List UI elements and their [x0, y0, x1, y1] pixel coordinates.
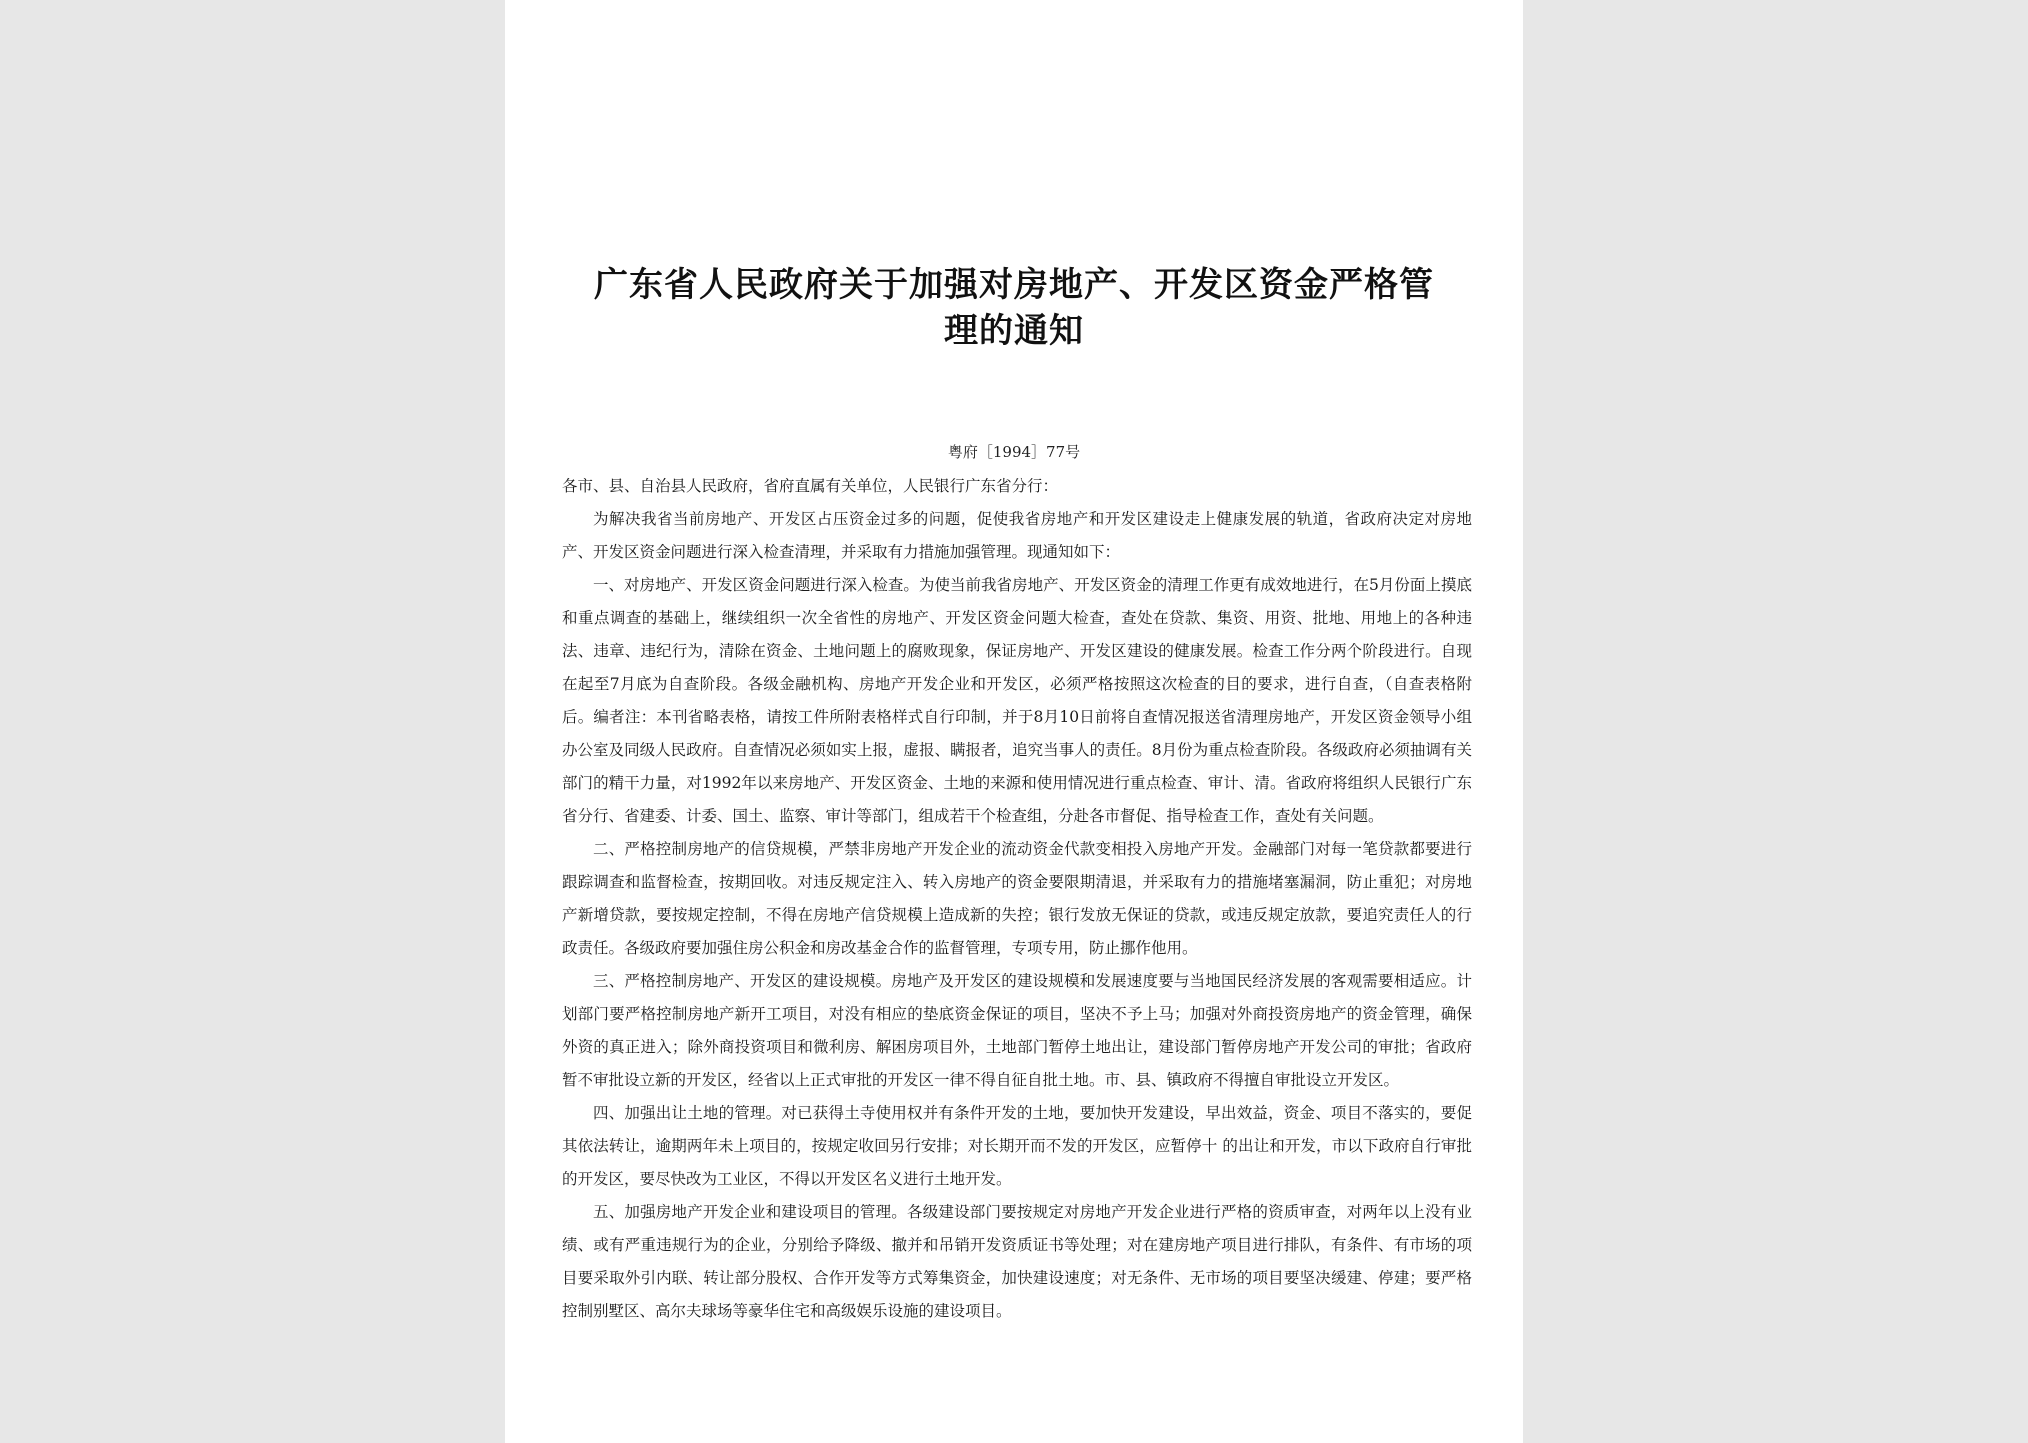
document-number: 粤府［1994］77号: [947, 443, 1081, 461]
addressee-line: 各市、县、自治县人民政府，省府直属有关单位，人民银行广东省分行：: [562, 477, 1059, 495]
document-title: [565, 262, 1463, 354]
document-body: [562, 470, 1472, 1328]
paragraph-item-2: 二、严格控制房地产的信贷规模，严禁非房地产开发企业的流动资金代款变相投入房地产开发。金融部门对每一笔贷款都要进行跟踪调查和监督检查，按期回收。对违反规定注入、转入房地产的资金要限期清退，并采取有力的措施堵塞漏洞，防止重犯；对房地产新增贷款，要按规定控制，不得在房地产信贷规模上造成新的失控；银行发放无保证的贷款，或违反规定放款，要追究责任人的行政责任。各级政府要加强住房公积金和房改基金合作的监督管理，专项专用，防止挪作他用。: [562, 840, 1472, 957]
document-page: [505, 0, 1523, 1443]
paragraph-item-4: 四、加强出让土地的管理。对已获得土寺使用权并有条件开发的土地，要加快开发建设，早出效益，资金、项目不落实的，要促其依法转让，逾期两年未上项目的，按规定收回另行安排；对长期开而不发的开发区，应暂停十 的出让和开发，市以下政府自行审批的开发区，要尽快改为工业区，不得以开发区名义进行土地开发。: [562, 1104, 1472, 1188]
paragraph-item-1: 一、对房地产、开发区资金问题进行深入检查。为使当前我省房地产、开发区资金的清理工作更有成效地进行，在5月份面上摸底和重点调查的基础上，继续组织一次全省性的房地产、开发区资金问题大检查，查处在贷款、集资、用资、批地、用地上的各种违法、违章、违纪行为，清除在资金、土地问题上的腐败现象，保证房地产、开发区建设的健康发展。检查工作分两个阶段进行。自现在起至7月底为自查阶段。各级金融机构、房地产开发企业和开发区，必须严格按照这次检查的目的要求，进行自查，（自查表格附后。编者注：本刊省略表格，请按工件所附表格样式自行印制，并于8月10日前将自查情况报送省清理房地产，开发区资金领导小组办公室及同级人民政府。自查情况必须如实上报，虚报、瞒报者，追究当事人的责任。8月份为重点检查阶段。各级政府必须抽调有关部门的精干力量，对1992年以来房地产、开发区资金、土地的来源和使用情况进行重点检查、审计、清。省政府将组织人民银行广东省分行、省建委、计委、国土、监察、审计等部门，组成若干个检查组，分赴各市督促、指导检查工作，查处有关问题。: [562, 576, 1472, 825]
paragraph-intro: 为解决我省当前房地产、开发区占压资金过多的问题，促使我省房地产和开发区建设走上健康发展的轨道，省政府决定对房地产、开发区资金问题进行深入检查清理，并采取有力措施加强管理。现通知如下：: [562, 510, 1472, 561]
title-line-2: 理的通知: [944, 311, 1084, 351]
paragraph-item-3: 三、严格控制房地产、开发区的建设规模。房地产及开发区的建设规模和发展速度要与当地国民经济发展的客观需要相适应。计划部门要严格控制房地产新开工项目，对没有相应的垫底资金保证的项目，坚决不予上马；加强对外商投资房地产的资金管理，确保外资的真正进入；除外商投资项目和微利房、解困房项目外，土地部门暂停土地出让，建设部门暂停房地产开发公司的审批；省政府暂不审批设立新的开发区，经省以上正式审批的开发区一律不得自征自批土地。市、县、镇政府不得擅自审批设立开发区。: [562, 972, 1472, 1089]
title-line-1: 广东省人民政府关于加强对房地产、开发区资金严格管: [594, 265, 1434, 305]
paragraph-item-5: 五、加强房地产开发企业和建设项目的管理。各级建设部门要按规定对房地产开发企业进行严格的资质审查，对两年以上没有业绩、或有严重违规行为的企业，分别给予降级、撤并和吊销开发资质证书等处理；对在建房地产项目进行排队，有条件、有市场的项目要采取外引内联、转让部分股权、合作开发等方式筹集资金，加快建设速度；对无条件、无市场的项目要坚决缓建、停建；要严格控制别墅区、高尔夫球场等豪华住宅和高级娱乐设施的建设项目。: [562, 1203, 1472, 1320]
